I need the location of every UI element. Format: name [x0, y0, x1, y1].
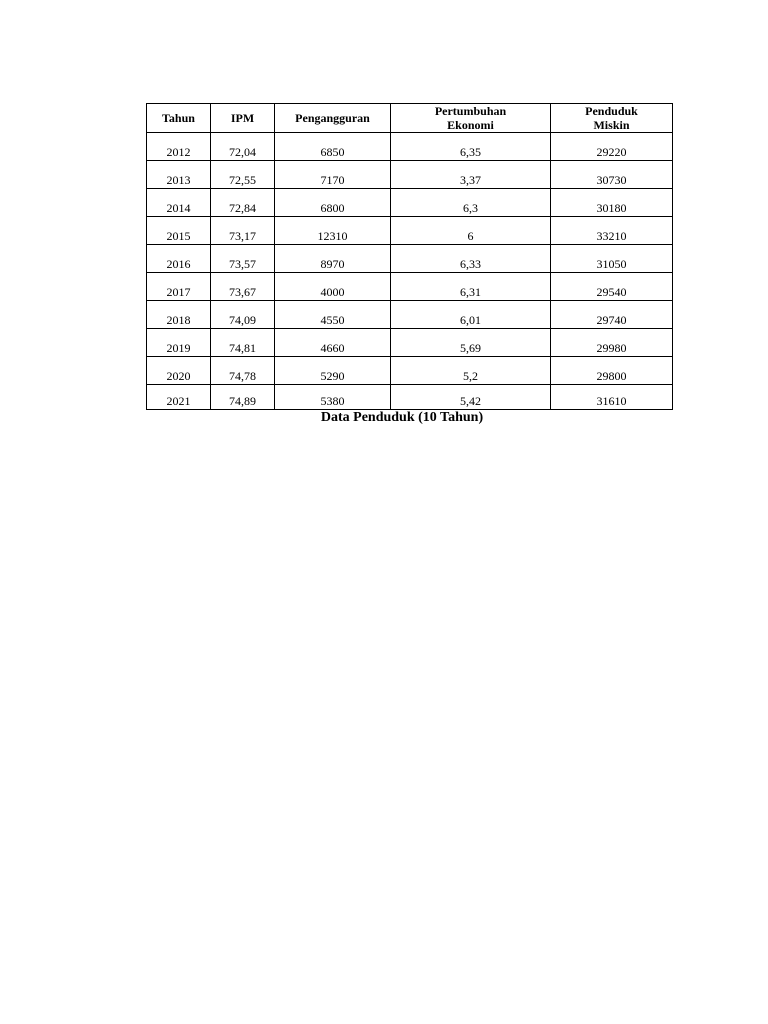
cell-pertumbuhan-ekonomi-value: 6	[467, 229, 474, 243]
cell-pertumbuhan-ekonomi	[391, 273, 551, 301]
cell-pertumbuhan-ekonomi	[391, 357, 551, 385]
cell-tahun-value: 2014	[166, 201, 191, 215]
cell-ipm	[211, 245, 275, 273]
cell-pengangguran-value: 5290	[320, 369, 345, 383]
cell-penduduk-miskin-value: 31050	[596, 257, 627, 271]
cell-ipm	[211, 161, 275, 189]
header-pengangguran-line-1: Pengangguran	[295, 111, 370, 125]
cell-tahun	[147, 301, 211, 329]
table-header-row	[147, 104, 673, 133]
table-row	[147, 329, 673, 357]
cell-ipm	[211, 217, 275, 245]
cell-ipm	[211, 273, 275, 301]
cell-penduduk-miskin-value: 29220	[596, 145, 627, 159]
cell-ipm-value: 73,17	[229, 229, 256, 243]
cell-pertumbuhan-ekonomi-value: 5,69	[460, 341, 481, 355]
cell-tahun	[147, 189, 211, 217]
cell-tahun-value: 2013	[166, 173, 191, 187]
header-pertumbuhan-line-1: Pertumbuhan	[434, 104, 507, 118]
cell-pengangguran-value: 6850	[320, 145, 345, 159]
header-ipm-line-1: IPM	[230, 111, 255, 125]
cell-pertumbuhan-ekonomi	[391, 161, 551, 189]
table-row	[147, 301, 673, 329]
header-ipm	[211, 104, 275, 133]
cell-tahun-value: 2015	[166, 229, 191, 243]
cell-penduduk-miskin-value: 29540	[596, 285, 627, 299]
cell-tahun	[147, 133, 211, 161]
cell-tahun-value: 2021	[166, 394, 191, 408]
cell-pengangguran	[275, 245, 391, 273]
cell-tahun-value: 2020	[166, 369, 191, 383]
cell-ipm	[211, 301, 275, 329]
table-row	[147, 161, 673, 189]
cell-pengangguran	[275, 301, 391, 329]
cell-pengangguran-value: 12310	[317, 229, 348, 243]
cell-ipm	[211, 329, 275, 357]
cell-penduduk-miskin	[551, 329, 673, 357]
cell-ipm-value: 72,55	[229, 173, 256, 187]
cell-pengangguran-value: 4000	[320, 285, 345, 299]
cell-ipm-value: 74,09	[229, 313, 256, 327]
table-row	[147, 245, 673, 273]
header-pertumbuhan-ekonomi	[391, 104, 551, 133]
cell-pertumbuhan-ekonomi-value: 6,01	[460, 313, 481, 327]
cell-penduduk-miskin	[551, 217, 673, 245]
cell-penduduk-miskin-value: 29800	[596, 369, 627, 383]
cell-tahun	[147, 329, 211, 357]
cell-pengangguran	[275, 161, 391, 189]
cell-ipm	[211, 189, 275, 217]
table-row	[147, 189, 673, 217]
cell-tahun	[147, 161, 211, 189]
cell-penduduk-miskin	[551, 133, 673, 161]
cell-penduduk-miskin-value: 29980	[596, 341, 627, 355]
cell-ipm-value: 73,57	[229, 257, 256, 271]
cell-ipm	[211, 385, 275, 410]
table-row	[147, 273, 673, 301]
cell-pertumbuhan-ekonomi-value: 6,31	[460, 285, 481, 299]
cell-pertumbuhan-ekonomi-value: 5,2	[463, 369, 478, 383]
cell-penduduk-miskin-value: 30180	[596, 201, 627, 215]
cell-ipm	[211, 133, 275, 161]
cell-ipm-value: 74,78	[229, 369, 256, 383]
cell-pengangguran-value: 4660	[320, 341, 345, 355]
cell-ipm	[211, 357, 275, 385]
cell-pertumbuhan-ekonomi	[391, 217, 551, 245]
cell-penduduk-miskin	[551, 273, 673, 301]
cell-penduduk-miskin	[551, 357, 673, 385]
cell-penduduk-miskin-value: 29740	[596, 313, 627, 327]
cell-tahun-value: 2019	[166, 341, 191, 355]
header-tahun-line-1: Tahun	[162, 111, 195, 125]
cell-pengangguran	[275, 357, 391, 385]
cell-penduduk-miskin	[551, 161, 673, 189]
header-tahun	[147, 104, 211, 133]
cell-tahun	[147, 385, 211, 410]
cell-tahun	[147, 245, 211, 273]
cell-pertumbuhan-ekonomi	[391, 301, 551, 329]
cell-pengangguran-value: 6800	[320, 201, 345, 215]
cell-pengangguran	[275, 189, 391, 217]
population-data-table	[146, 103, 673, 410]
cell-pertumbuhan-ekonomi	[391, 385, 551, 410]
header-penduduk-line-1: Penduduk	[585, 104, 638, 118]
cell-pertumbuhan-ekonomi	[391, 245, 551, 273]
cell-penduduk-miskin	[551, 245, 673, 273]
header-pertumbuhan-line-2: Ekonomi	[447, 118, 494, 132]
table-row	[147, 357, 673, 385]
cell-pengangguran	[275, 385, 391, 410]
cell-ipm-value: 72,84	[229, 201, 256, 215]
cell-pengangguran	[275, 273, 391, 301]
table-caption: Data Penduduk (10 Tahun)	[320, 410, 484, 425]
cell-pertumbuhan-ekonomi-value: 6,35	[460, 145, 481, 159]
cell-pertumbuhan-ekonomi-value: 3,37	[460, 173, 481, 187]
header-pengangguran	[275, 104, 391, 133]
cell-pengangguran	[275, 133, 391, 161]
cell-ipm-value: 73,67	[229, 285, 256, 299]
cell-tahun-value: 2017	[166, 285, 191, 299]
cell-pertumbuhan-ekonomi	[391, 329, 551, 357]
table-row	[147, 217, 673, 245]
cell-pengangguran-value: 8970	[320, 257, 345, 271]
cell-pertumbuhan-ekonomi-value: 6,3	[463, 201, 478, 215]
cell-pertumbuhan-ekonomi-value: 6,33	[460, 257, 481, 271]
cell-tahun-value: 2018	[166, 313, 191, 327]
cell-ipm-value: 74,89	[229, 394, 256, 408]
cell-pertumbuhan-ekonomi-value: 5,42	[460, 394, 481, 408]
table-row	[147, 133, 673, 161]
cell-tahun-value: 2016	[166, 257, 191, 271]
table-body	[147, 133, 673, 410]
cell-penduduk-miskin-value: 30730	[596, 173, 627, 187]
cell-pengangguran-value: 5380	[320, 394, 345, 408]
cell-penduduk-miskin-value: 33210	[596, 229, 627, 243]
cell-penduduk-miskin-value: 31610	[596, 394, 627, 408]
cell-tahun	[147, 217, 211, 245]
cell-pertumbuhan-ekonomi	[391, 189, 551, 217]
cell-tahun	[147, 357, 211, 385]
cell-pertumbuhan-ekonomi	[391, 133, 551, 161]
table-row	[147, 385, 673, 410]
cell-ipm-value: 74,81	[229, 341, 256, 355]
cell-tahun-value: 2012	[166, 145, 191, 159]
cell-pengangguran-value: 4550	[320, 313, 345, 327]
cell-pengangguran	[275, 217, 391, 245]
cell-pengangguran	[275, 329, 391, 357]
cell-ipm-value: 72,04	[229, 145, 256, 159]
header-penduduk-line-2: Miskin	[593, 118, 630, 132]
cell-penduduk-miskin	[551, 385, 673, 410]
cell-tahun	[147, 273, 211, 301]
header-penduduk-miskin	[551, 104, 673, 133]
cell-penduduk-miskin	[551, 189, 673, 217]
cell-pengangguran-value: 7170	[320, 173, 345, 187]
cell-penduduk-miskin	[551, 301, 673, 329]
